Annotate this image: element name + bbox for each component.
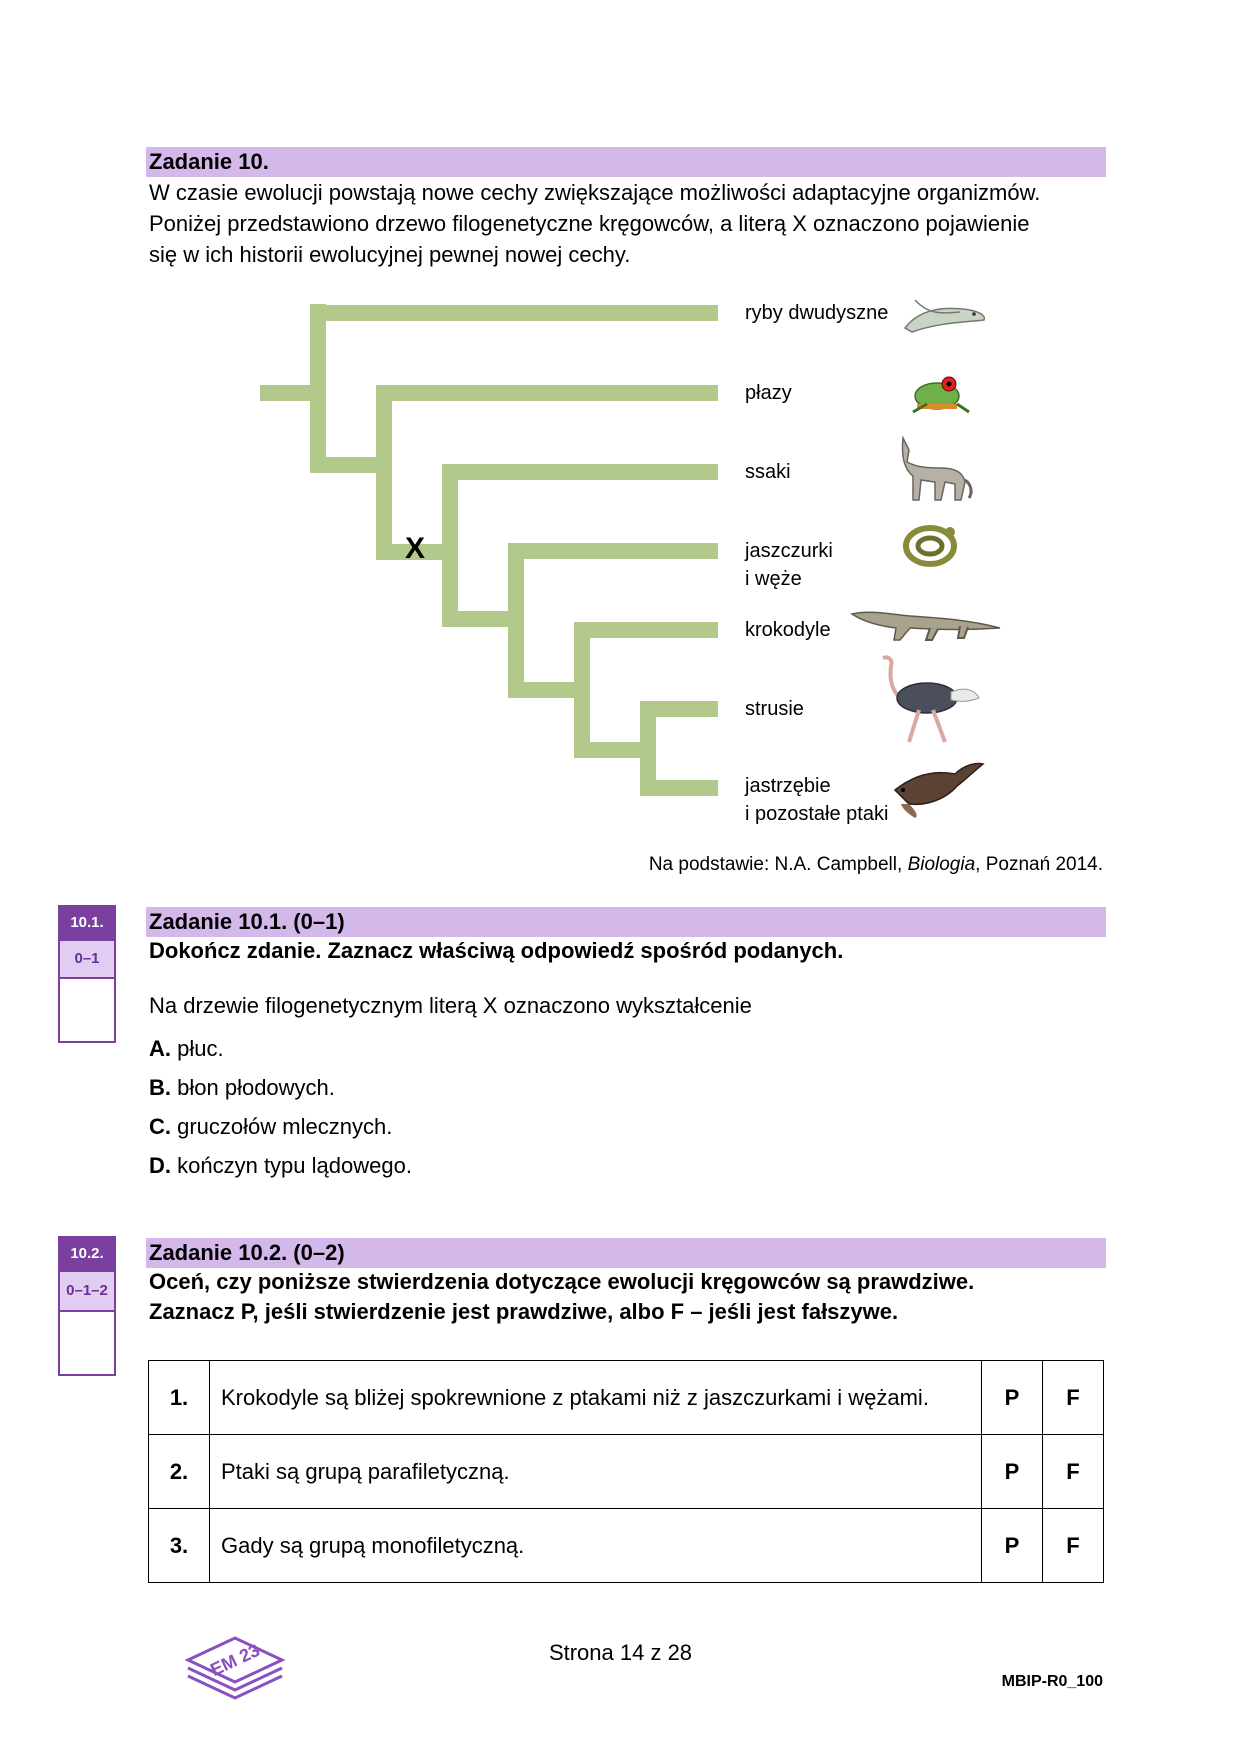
q1-option-c[interactable]	[149, 1112, 392, 1142]
option-text: płuc.	[177, 1036, 224, 1061]
true-option[interactable]: P	[982, 1509, 1043, 1583]
row-statement: Ptaki są grupą parafiletyczną.	[210, 1435, 982, 1509]
logo-text: EM 23	[207, 1639, 263, 1681]
q1-title: Zadanie 10.1. (0–1)	[149, 909, 345, 934]
taxon-ostriches: strusie	[745, 698, 804, 720]
score-box-10-2	[58, 1236, 116, 1376]
taxon-crocodiles: krokodyle	[745, 619, 831, 641]
tree-branches	[260, 304, 718, 796]
option-text: błon płodowych.	[177, 1075, 335, 1100]
snake-icon	[900, 520, 964, 572]
source-suffix: , Poznań 2014.	[975, 854, 1103, 875]
taxon-amphibians: płazy	[745, 382, 792, 404]
q1-stem: Na drzewie filogenetycznym literą X oznaczono wykształcenie	[149, 993, 752, 1018]
score-box-field[interactable]	[60, 1312, 114, 1374]
row-statement: Krokodyle są bliżej spokrewnione z ptakami niż z jaszczurkami i wężami.	[210, 1361, 982, 1435]
score-box-field[interactable]	[60, 979, 114, 1041]
intro-line-3: się w ich historii ewolucyjnej pewnej nowej cechy.	[149, 242, 631, 267]
score-box-number: 10.2.	[60, 1238, 114, 1270]
intro-line-2: Poniżej przedstawiono drzewo filogenetyczne kręgowców, a literą X oznaczono pojawienie	[149, 211, 1030, 236]
q1-option-b[interactable]	[149, 1073, 335, 1103]
q2-title: Zadanie 10.2. (0–2)	[149, 1240, 345, 1265]
score-box-points: 0–1	[60, 939, 114, 979]
table-row	[149, 1509, 1104, 1583]
hawk-icon	[885, 760, 985, 820]
intro-line-1: W czasie ewolucji powstają nowe cechy zwiększające możliwości adaptacyjne organizmów.	[149, 180, 1041, 205]
score-box-number: 10.1.	[60, 907, 114, 939]
table-row	[149, 1361, 1104, 1435]
option-text: kończyn typu lądowego.	[177, 1153, 412, 1178]
true-option[interactable]: P	[982, 1361, 1043, 1435]
q2-instruction-1: Oceń, czy poniższe stwierdzenia dotyczące ewolucji kręgowców są prawdziwe.	[149, 1269, 975, 1294]
ostrich-icon	[875, 652, 985, 747]
taxon-lizards-line2: i węże	[745, 568, 802, 590]
option-letter: C.	[149, 1114, 171, 1139]
taxon-birds-line1: jastrzębie	[745, 775, 831, 797]
row-number: 3.	[149, 1509, 210, 1583]
row-number: 1.	[149, 1361, 210, 1435]
false-option[interactable]: F	[1043, 1361, 1104, 1435]
true-false-table	[148, 1360, 1104, 1583]
frog-icon	[905, 368, 975, 416]
q1-option-d[interactable]	[149, 1151, 412, 1181]
option-letter: B.	[149, 1075, 171, 1100]
option-letter: A.	[149, 1036, 171, 1061]
wolf-icon	[895, 432, 975, 504]
taxon-lungfish: ryby dwudyszne	[745, 302, 889, 324]
task-title: Zadanie 10.	[149, 149, 269, 174]
row-number: 2.	[149, 1435, 210, 1509]
page-number: Strona 14 z 28	[548, 1640, 693, 1665]
table-row	[149, 1435, 1104, 1509]
option-letter: D.	[149, 1153, 171, 1178]
q1-option-a[interactable]	[149, 1034, 224, 1064]
option-text: gruczołów mlecznych.	[177, 1114, 393, 1139]
taxon-mammals: ssaki	[745, 461, 791, 483]
tree-marker-x: X	[405, 532, 426, 565]
exam-code: MBIP-R0_100	[1001, 1673, 1103, 1690]
q1-instruction: Dokończ zdanie. Zaznacz właściwą odpowiedź spośród podanych.	[149, 938, 844, 963]
score-box-10-1	[58, 905, 116, 1043]
false-option[interactable]: F	[1043, 1435, 1104, 1509]
false-option[interactable]: F	[1043, 1509, 1104, 1583]
score-box-points: 0–1–2	[60, 1270, 114, 1312]
taxon-birds-line2: i pozostałe ptaki	[745, 803, 889, 825]
lungfish-icon	[900, 288, 990, 338]
taxon-lizards-line1: jaszczurki	[745, 540, 833, 562]
q2-instruction-2: Zaznacz P, jeśli stwierdzenie jest prawdziwe, albo F – jeśli jest fałszywe.	[149, 1299, 899, 1324]
source-book: Biologia	[907, 854, 976, 875]
row-statement: Gady są grupą monofiletyczną.	[210, 1509, 982, 1583]
source-citation	[0, 852, 1103, 878]
crocodile-icon	[850, 600, 1005, 645]
true-option[interactable]: P	[982, 1435, 1043, 1509]
source-prefix: Na podstawie: N.A. Campbell,	[648, 854, 908, 875]
